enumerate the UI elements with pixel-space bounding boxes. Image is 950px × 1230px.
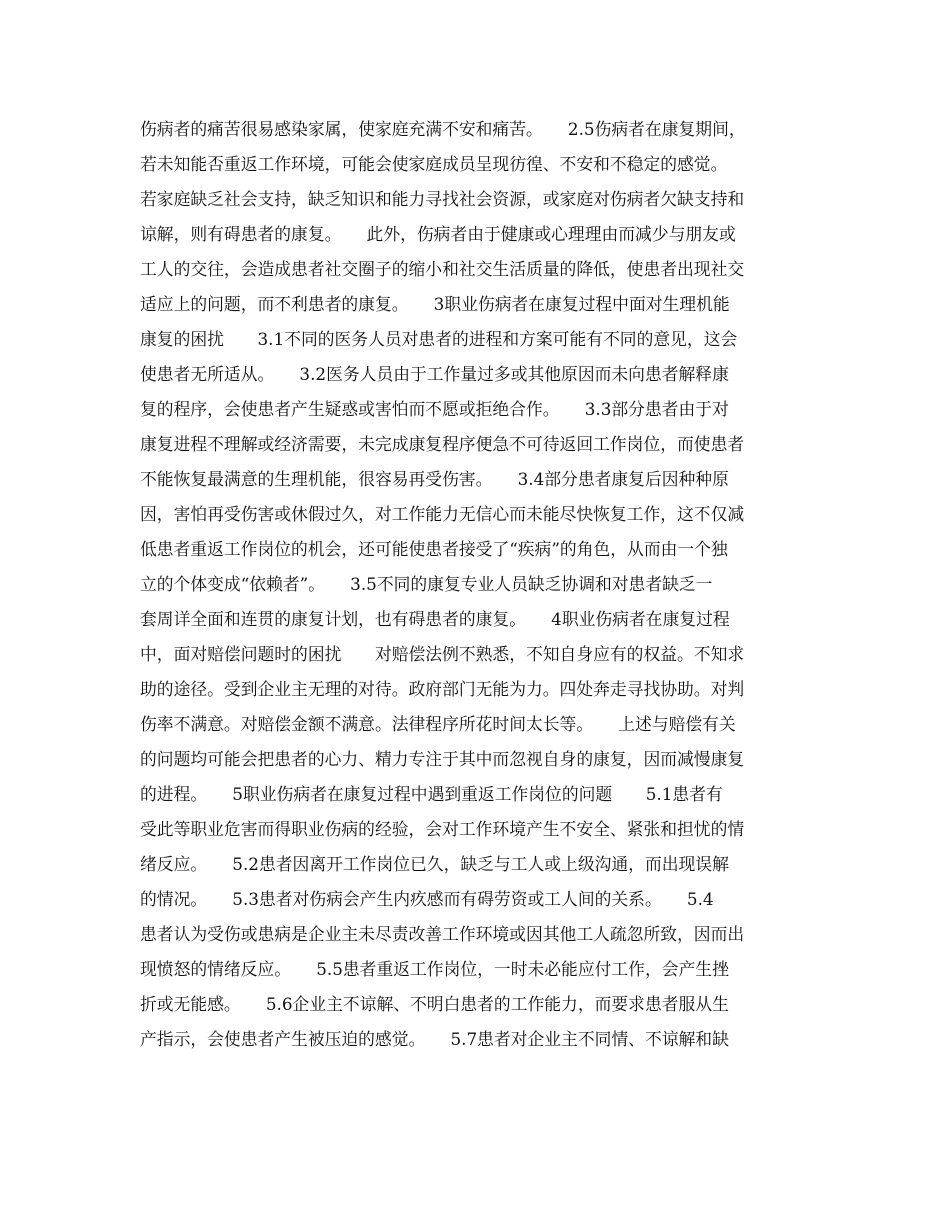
text-line: 现愤怒的情绪反应。 5.5患者重返工作岗位，一时未必能应付工作，会产生挫 — [140, 959, 729, 979]
text-line: 的情况。 5.3患者对伤病会产生内疚感而有碍劳资或工人间的关系。 5.4 — [140, 889, 714, 909]
text-line: 使患者无所适从。 3.2医务人员由于工作量过多或其他原因而未向患者解释康 — [140, 364, 729, 384]
text-line: 若未知能否重返工作环境，可能会使家庭成员呈现彷徨、不安和不稳定的感觉。 — [140, 154, 728, 174]
text-line: 复的程序，会使患者产生疑惑或害怕而不愿或拒绝合作。 3.3部分患者由于对 — [140, 399, 729, 419]
text-line: 伤病者的痛苦很易感染家属，使家庭充满不安和痛苦。 2.5伤病者在康复期间， — [140, 119, 746, 139]
text-line: 折或无能感。 5.6企业主不谅解、不明白患者的工作能力，而要求患者服从生 — [140, 994, 729, 1014]
text-line: 的进程。 5职业伤病者在康复过程中遇到重返工作岗位的问题 5.1患者有 — [140, 784, 723, 804]
text-line: 低患者重返工作岗位的机会，还可能使患者接受了“疾病”的角色，从而由一个独 — [140, 539, 728, 559]
text-line: 伤率不满意。对赔偿金额不满意。法律程序所花时间太长等。 上述与赔偿有关 — [140, 714, 736, 734]
text-line: 适应上的问题，而不利患者的康复。 3职业伤病者在康复过程中面对生理机能 — [140, 294, 730, 314]
text-line: 绪反应。 5.2患者因离开工作岗位已久，缺乏与工人或上级沟通，而出现误解 — [140, 854, 729, 874]
body-text — [140, 112, 840, 1057]
text-line: 工人的交往，会造成患者社交圈子的缩小和社交生活质量的降低，使患者出现社交 — [140, 259, 745, 279]
text-line: 不能恢复最满意的生理机能，很容易再受伤害。 3.4部分患者康复后因种种原 — [140, 469, 729, 489]
text-line: 立的个体变成“依赖者”。 3.5不同的康复专业人员缺乏协调和对患者缺乏一 — [140, 574, 713, 594]
text-line: 谅解，则有碍患者的康复。 此外，伤病者由于健康或心理理由而减少与朋友或 — [140, 224, 736, 244]
text-line: 康复的困扰 3.1不同的医务人员对患者的进程和方案可能有不同的意见，这会 — [140, 329, 738, 349]
text-line: 套周详全面和连贯的康复计划，也有碍患者的康复。 4职业伤病者在康复过程 — [140, 609, 730, 629]
text-line: 助的途径。受到企业主无理的对待。政府部门无能为力。四处奔走寻找协助。对判 — [140, 679, 745, 699]
text-line: 若家庭缺乏社会支持，缺乏知识和能力寻找社会资源，或家庭对伤病者欠缺支持和 — [140, 189, 745, 209]
text-line: 受此等职业危害而得职业伤病的经验，会对工作环境产生不安全、紧张和担忧的情 — [140, 819, 745, 839]
text-line: 的问题均可能会把患者的心力、精力专注于其中而忽视自身的康复，因而减慢康复 — [140, 749, 745, 769]
text-line: 产指示，会使患者产生被压迫的感觉。 5.7患者对企业主不同情、不谅解和缺 — [140, 1029, 729, 1049]
text-line: 中，面对赔偿问题时的困扰 对赔偿法例不熟悉，不知自身应有的权益。不知求 — [140, 644, 745, 664]
text-line: 康复进程不理解或经济需要，未完成康复程序便急不可待返回工作岗位，而使患者 — [140, 434, 745, 454]
text-line: 因，害怕再受伤害或休假过久，对工作能力无信心而未能尽快恢复工作，这不仅减 — [140, 504, 745, 524]
text-line: 患者认为受伤或患病是企业主未尽责改善工作环境或因其他工人疏忽所致，因而出 — [140, 924, 745, 944]
